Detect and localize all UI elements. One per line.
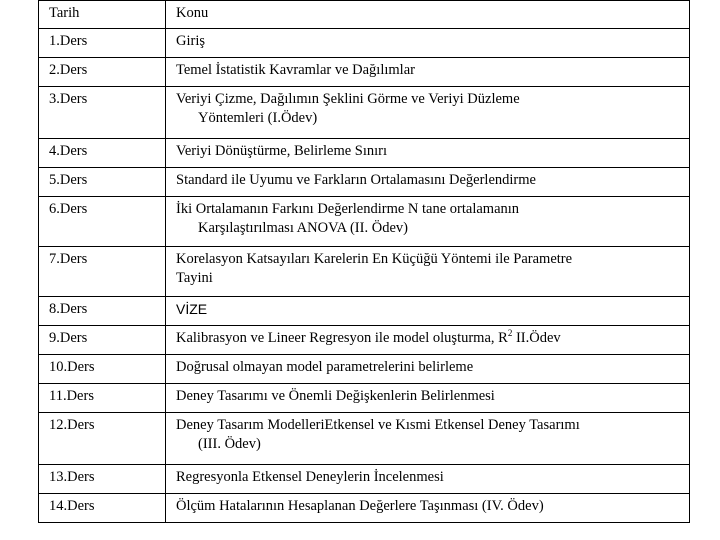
row-topic — [166, 413, 690, 465]
table-row — [39, 197, 690, 247]
row-topic — [166, 87, 690, 139]
table-row — [39, 168, 690, 197]
row-topic — [166, 465, 690, 494]
row-topic-line1: VİZE — [176, 301, 208, 317]
table-row — [39, 29, 690, 58]
row-topic-line1: İki Ortalamanın Farkını Değerlendirme N tane ortalamanın — [176, 201, 520, 217]
row-date: 7.Ders — [39, 247, 166, 297]
row-topic — [166, 58, 690, 87]
row-topic — [166, 139, 690, 168]
table-row — [39, 413, 690, 465]
table-row — [39, 87, 690, 139]
row-date: 12.Ders — [39, 413, 166, 465]
row-topic-line2: (III. Ödev) — [198, 436, 261, 452]
row-date: 2.Ders — [39, 58, 166, 87]
row-topic-line1: Ölçüm Hatalarının Hesaplanan Değerlere Taşınması (IV. Ödev) — [176, 498, 544, 514]
row-date: 6.Ders — [39, 197, 166, 247]
row-topic-line1: Deney Tasarım ModelleriEtkensel ve Kısmi Etkensel Deney Tasarımı — [176, 417, 580, 433]
row-topic-line2: Yöntemleri (I.Ödev) — [198, 110, 318, 126]
table-row — [39, 297, 690, 326]
row-topic-line1: Giriş — [176, 33, 205, 49]
row-topic — [166, 494, 690, 523]
row-topic-line1: Korelasyon Katsayıları Karelerin En Küçüğü Yöntemi ile Parametre — [176, 251, 573, 267]
row-topic-line1: Veriyi Dönüştürme, Belirleme Sınırı — [176, 143, 388, 159]
header-date: Tarih — [39, 1, 166, 29]
table-header-row — [39, 1, 690, 29]
row-topic-line1: Veriyi Çizme, Dağılımın Şeklini Görme ve Veriyi Düzleme — [176, 91, 520, 107]
table-row — [39, 494, 690, 523]
row-date: 14.Ders — [39, 494, 166, 523]
row-date: 5.Ders — [39, 168, 166, 197]
row-topic-line1: Temel İstatistik Kavramlar ve Dağılımlar — [176, 62, 415, 78]
row-topic-line1: Deney Tasarımı ve Önemli Değişkenlerin Belirlenmesi — [176, 388, 495, 404]
row-date: 4.Ders — [39, 139, 166, 168]
row-date: 9.Ders — [39, 326, 166, 355]
row-date: 10.Ders — [39, 355, 166, 384]
table-row — [39, 139, 690, 168]
row-topic — [166, 168, 690, 197]
table-row — [39, 58, 690, 87]
row-topic — [166, 197, 690, 247]
row-topic-line2: Karşılaştırılması ANOVA (II. Ödev) — [198, 220, 408, 236]
row-topic-line1: Kalibrasyon ve Lineer Regresyon ile model oluşturma, R — [176, 330, 508, 346]
table-row — [39, 384, 690, 413]
row-topic — [166, 247, 690, 297]
table-row — [39, 326, 690, 355]
table-row — [39, 355, 690, 384]
row-topic-tail: II.Ödev — [512, 330, 561, 346]
row-topic — [166, 29, 690, 58]
table-row — [39, 465, 690, 494]
header-topic: Konu — [166, 1, 690, 29]
row-topic — [166, 355, 690, 384]
row-date: 3.Ders — [39, 87, 166, 139]
syllabus-table — [38, 0, 690, 523]
table-row — [39, 247, 690, 297]
row-topic-line1: Standard ile Uyumu ve Farkların Ortalamasını Değerlendirme — [176, 172, 536, 188]
row-topic — [166, 384, 690, 413]
row-date: 8.Ders — [39, 297, 166, 326]
row-date: 1.Ders — [39, 29, 166, 58]
row-topic-line2: Tayini — [176, 270, 213, 286]
row-topic-line1: Regresyonla Etkensel Deneylerin İncelenmesi — [176, 469, 444, 485]
row-topic — [166, 297, 690, 326]
row-date: 11.Ders — [39, 384, 166, 413]
row-topic — [166, 326, 690, 355]
row-date: 13.Ders — [39, 465, 166, 494]
row-topic-superscript: 2 — [507, 328, 513, 339]
row-topic-line1: Doğrusal olmayan model parametrelerini belirleme — [176, 359, 474, 375]
